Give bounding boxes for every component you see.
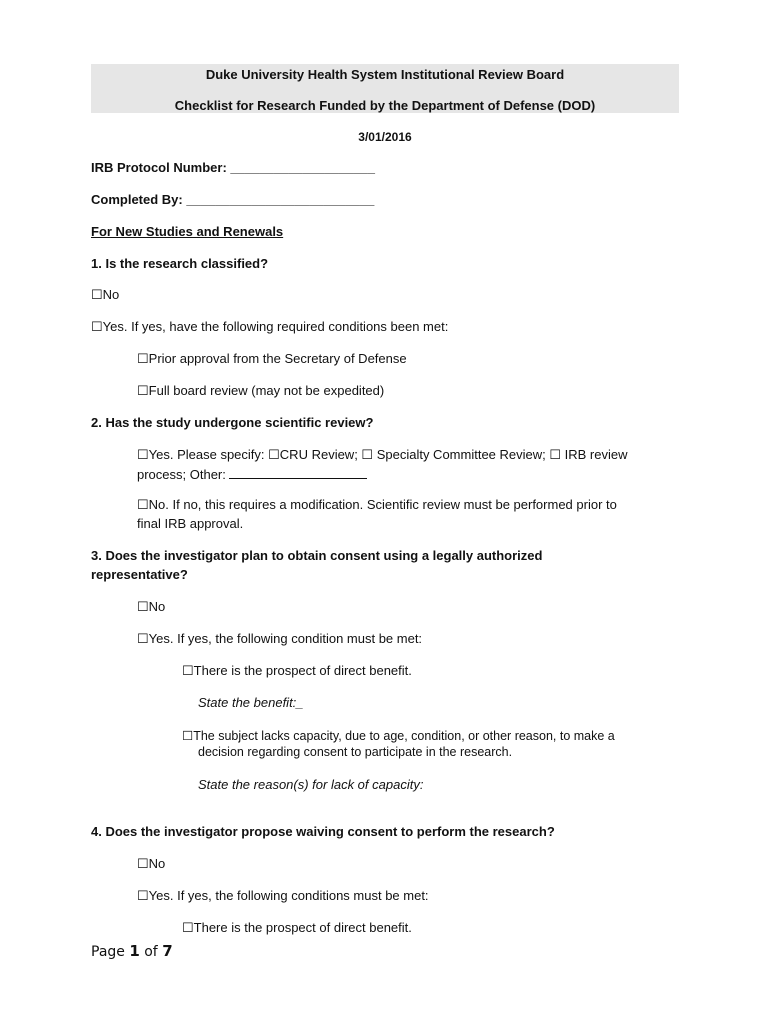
document-title: Duke University Health System Institutional Review Board bbox=[205, 67, 565, 82]
q1-yes-option[interactable] bbox=[91, 319, 448, 335]
checkbox-icon[interactable]: ☐ bbox=[91, 319, 103, 334]
q3-state-benefit[interactable]: State the benefit:_ bbox=[198, 695, 304, 710]
q4-condition-1[interactable] bbox=[182, 920, 412, 936]
q3-no-label: No bbox=[148, 599, 166, 614]
q1-yes-label: Yes. If yes, have the following required conditions been met: bbox=[102, 319, 449, 334]
q3-condition-1-label: There is the prospect of direct benefit. bbox=[193, 663, 412, 678]
checkbox-icon[interactable]: ☐ bbox=[137, 888, 149, 903]
q3-yes-label: Yes. If yes, the following condition must be met: bbox=[148, 631, 423, 646]
checkbox-icon[interactable]: ☐ bbox=[137, 599, 149, 614]
q3-condition-2-label: The subject lacks capacity, due to age, condition, or other reason, to make a bbox=[193, 729, 615, 743]
q2-other-input[interactable] bbox=[229, 466, 367, 479]
checkbox-icon[interactable]: ☐ bbox=[361, 447, 374, 462]
q2-yes-label: Yes. Please specify: bbox=[148, 447, 269, 462]
checkbox-icon[interactable]: ☐ bbox=[137, 497, 149, 512]
page-word: Page bbox=[91, 944, 130, 960]
q3-yes-option[interactable] bbox=[137, 631, 422, 647]
checkbox-icon[interactable]: ☐ bbox=[137, 856, 149, 871]
q2-no-label: No. If no, this requires a modification. Scientific review must be performed prior to bbox=[148, 497, 617, 512]
checkbox-icon[interactable]: ☐ bbox=[91, 287, 103, 302]
q3-state-reason[interactable]: State the reason(s) for lack of capacity: bbox=[198, 777, 424, 792]
document-date: 3/01/2016 bbox=[358, 130, 412, 144]
q3-no-option[interactable] bbox=[137, 599, 165, 615]
checkbox-icon[interactable]: ☐ bbox=[182, 729, 194, 743]
question-3-continued: representative? bbox=[91, 567, 188, 582]
page-total: 7 bbox=[162, 942, 173, 960]
checkbox-icon[interactable]: ☐ bbox=[182, 920, 194, 935]
q1-condition-2-label: Full board review (may not be expedited) bbox=[148, 383, 385, 398]
checkbox-icon[interactable]: ☐ bbox=[182, 663, 194, 678]
q2-specialty-label: Specialty Committee Review; bbox=[373, 447, 550, 462]
section-heading: For New Studies and Renewals bbox=[91, 224, 284, 239]
q2-no-option[interactable] bbox=[137, 497, 617, 513]
q4-no-label: No bbox=[148, 856, 166, 871]
page-footer bbox=[91, 942, 173, 960]
q4-no-option[interactable] bbox=[137, 856, 165, 872]
q1-condition-2[interactable] bbox=[137, 383, 384, 399]
q2-other-label: process; Other: bbox=[137, 467, 230, 482]
checkbox-icon[interactable]: ☐ bbox=[549, 447, 562, 462]
page-number: 1 bbox=[129, 942, 140, 960]
q4-yes-label: Yes. If yes, the following conditions must be met: bbox=[148, 888, 429, 903]
q3-condition-2[interactable] bbox=[182, 728, 615, 743]
checkbox-icon[interactable]: ☐ bbox=[137, 447, 149, 462]
q2-no-continued: final IRB approval. bbox=[137, 516, 244, 531]
document-subtitle: Checklist for Research Funded by the Department of Defense (DOD) bbox=[174, 98, 596, 113]
q2-yes-option[interactable] bbox=[137, 447, 627, 463]
question-3: 3. Does the investigator plan to obtain consent using a legally authorized bbox=[91, 548, 543, 563]
of-word: of bbox=[139, 944, 163, 960]
q2-cru-label: CRU Review; bbox=[279, 447, 362, 462]
q1-condition-1[interactable] bbox=[137, 351, 407, 367]
checkbox-icon[interactable]: ☐ bbox=[137, 351, 149, 366]
protocol-number-field[interactable]: IRB Protocol Number: ____________________ bbox=[91, 160, 375, 175]
q1-no-option[interactable] bbox=[91, 287, 119, 303]
q3-condition-2-continued: decision regarding consent to participate in the research. bbox=[198, 745, 513, 759]
q1-no-label: No bbox=[102, 287, 120, 302]
completed-by-field[interactable]: Completed By: __________________________ bbox=[91, 192, 375, 207]
question-2: 2. Has the study undergone scientific review? bbox=[91, 415, 374, 430]
q2-other-line bbox=[137, 466, 367, 482]
checkbox-icon[interactable]: ☐ bbox=[268, 447, 280, 462]
q4-yes-option[interactable] bbox=[137, 888, 429, 904]
checkbox-icon[interactable]: ☐ bbox=[137, 383, 149, 398]
q3-condition-1[interactable] bbox=[182, 663, 412, 679]
checkbox-icon[interactable]: ☐ bbox=[137, 631, 149, 646]
q4-condition-1-label: There is the prospect of direct benefit. bbox=[193, 920, 412, 935]
q1-condition-1-label: Prior approval from the Secretary of Defense bbox=[148, 351, 407, 366]
question-4: 4. Does the investigator propose waiving consent to perform the research? bbox=[91, 824, 555, 839]
q2-irb-label: IRB review bbox=[561, 447, 628, 462]
question-1: 1. Is the research classified? bbox=[91, 256, 269, 271]
